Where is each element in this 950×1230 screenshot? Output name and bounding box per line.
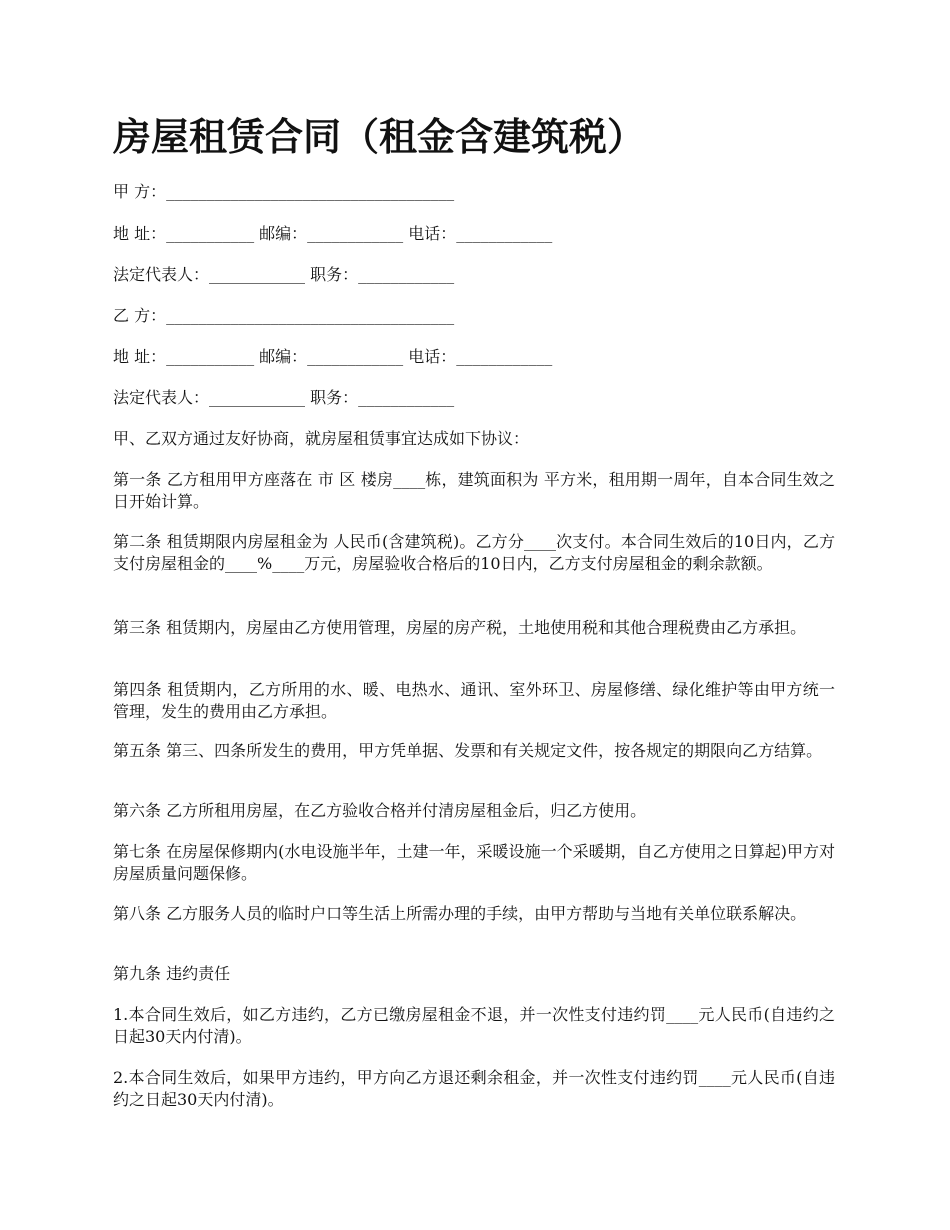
article-9-clause-2: 2.本合同生效后，如果甲方违约，甲方向乙方退还剩余租金，并一次性支付违约罚____元人民币(自违约之日起30天内付清)。 [113,1068,835,1109]
party-a-rep-line: 法定代表人：____________ 职务：____________ [113,265,455,284]
article-5: 第五条 第三、四条所发生的费用，甲方凭单据、发票和有关规定文件，按各规定的期限向乙方结算。 [113,741,823,760]
article-6: 第六条 乙方所租用房屋，在乙方验收合格并付清房屋租金后，归乙方使用。 [113,801,647,820]
article-9-clause-1: 1.本合同生效后，如乙方违约，乙方已缴房屋租金不退，并一次性支付违约罚____元人民币(自违约之日起30天内付清)。 [113,1005,835,1046]
party-b-address-line: 地 址：___________ 邮编：____________ 电话：____________ [113,347,553,366]
article-1: 第一条 乙方租用甲方座落在 市 区 楼房____栋，建筑面积为 平方米，租用期一周年，自本合同生效之日开始计算。 [113,470,835,511]
intro-paragraph: 甲、乙双方通过友好协商，就房屋租赁事宜达成如下协议： [113,429,530,448]
party-a-name-line: 甲 方：____________________________________ [113,182,455,201]
article-2: 第二条 租赁期限内房屋租金为 人民币(含建筑税)。乙方分____次支付。本合同生效后的10日内，乙方支付房屋租金的____%____万元，房屋验收合格后的10日内，乙方支付房屋租金的剩余款额。 [113,532,835,573]
article-4: 第四条 租赁期内，乙方所用的水、暖、电热水、通讯、室外环卫、房屋修缮、绿化维护等由甲方统一管理，发生的费用由乙方承担。 [113,680,835,721]
document-title: 房屋租赁合同（租金含建筑税） [113,115,646,159]
article-9-heading: 第九条 违约责任 [113,964,231,983]
party-a-address-line: 地 址：___________ 邮编：____________ 电话：____________ [113,224,553,243]
article-8: 第八条 乙方服务人员的临时户口等生活上所需办理的手续，由甲方帮助与当地有关单位联系解决。 [113,904,807,923]
party-b-name-line: 乙 方：____________________________________ [113,306,455,325]
party-b-rep-line: 法定代表人：____________ 职务：____________ [113,388,455,407]
article-7: 第七条 在房屋保修期内(水电设施半年，土建一年，采暖设施一个采暖期，自乙方使用之日算起)甲方对房屋质量问题保修。 [113,842,835,883]
article-3: 第三条 租赁期内，房屋由乙方使用管理，房屋的房产税，土地使用税和其他合理税费由乙方承担。 [113,618,807,637]
